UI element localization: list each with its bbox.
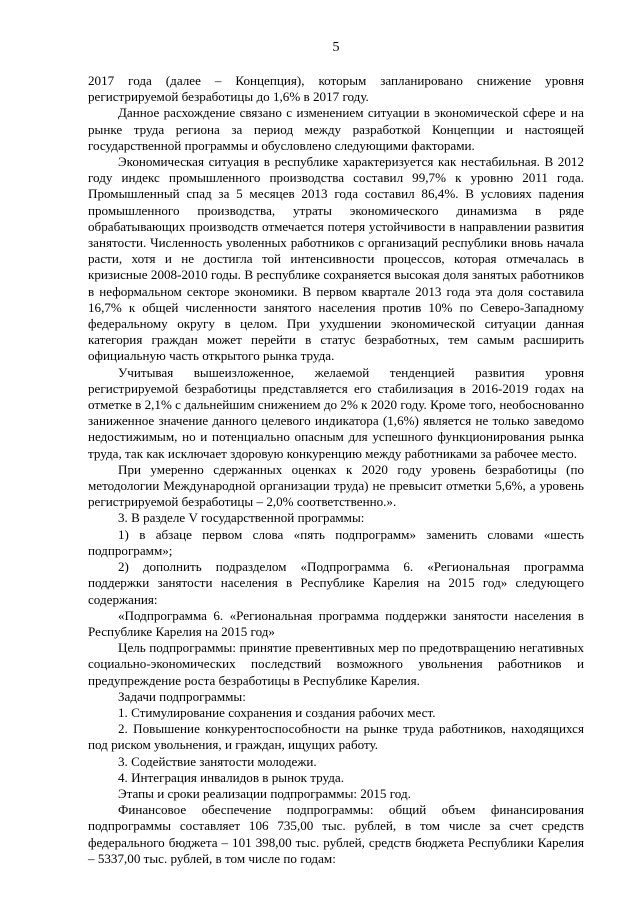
- list-item: 3. Содействие занятости молодежи.: [118, 753, 317, 769]
- paragraph: 3. В разделе V государственной программы:: [118, 510, 365, 526]
- paragraph: Экономическая ситуация в республике характеризуется как нестабильная. В 2012 году индекс промышленного производства составил 99,7% к уровню 2011 года. Промышленный спад за 5 месяцев 2013 года составил 86,4%. В условиях падения промышленного производства, утраты экономического динамизма в ряде обрабатывающих производств отмечается потеря устойчивости в направлении развития занятости. Численность уволенных работников с организаций республики вновь начала расти, хотя и не достигла той интенсивности процессов, которая отмечалась в кризисные 2008-2010 годы. В республике сохраняется высокая доля занятых работников в неформальном секторе экономики. В первом квартале 2013 года эта доля составила 16,7% к общей численности занятого населения против 10% по Северо-Западному федеральному округу в целом. При ухудшении экономической ситуации данная категория граждан может перейти в статус безработных, тем самым расширить официальную часть открытого рынка труда.: [88, 154, 584, 364]
- paragraph: Финансовое обеспечение подпрограммы: общий объем финансирования подпрограммы составляет 106 735,00 тыс. рублей, в том числе за счет средств федерального бюджета – 101 398,00 тыс. рублей, средств бюджета Республики Карелия – 5337,00 тыс. рублей, в том числе по годам:: [88, 802, 584, 866]
- list-item: 1. Стимулирование сохранения и создания рабочих мест.: [118, 704, 436, 720]
- paragraph: Учитывая вышеизложенное, желаемой тенденцией развития уровня регистрируемой безработицы представляется его стабилизация в 2016-2019 годах на отметке в 2,1% с дальнейшим снижением до 2% к 2020 году. Кроме того, необоснованно заниженное значение данного целевого индикатора (1,6%) является не только заведомо недостижимым, но и потенциально опасным для успешного функционирования рынка труда, так как исключает здоровую конкуренцию между работниками за рабочее место.: [88, 364, 584, 461]
- paragraph: 2) дополнить подразделом «Подпрограмма 6. «Региональная программа поддержки занятости населения в Республике Карелия на 2015 год» следующего содержания:: [88, 559, 584, 607]
- paragraph: «Подпрограмма 6. «Региональная программа поддержки занятости населения в Республике Карелия на 2015 год»: [88, 607, 584, 639]
- paragraph: Цель подпрограммы: принятие превентивных мер по предотвращению негативных социально-экономических последствий возможного увольнения работников и предупреждение роста безработицы в Республике Карелия.: [88, 640, 584, 688]
- paragraph: Этапы и сроки реализации подпрограммы: 2015 год.: [118, 785, 411, 801]
- list-item: 4. Интеграция инвалидов в рынок труда.: [118, 769, 345, 785]
- document-body: [88, 73, 584, 867]
- paragraph: 1) в абзаце первом слова «пять подпрограмм» заменить словами «шесть подпрограмм»;: [88, 526, 584, 558]
- paragraph: При умеренно сдержанных оценках к 2020 году уровень безработицы (по методологии Международной организации труда) не превысит отметки 5,6%, а уровень регистрируемой безработицы – 2,0% соответственно.».: [88, 461, 584, 510]
- paragraph: Данное расхождение связано с изменением ситуации в экономической сфере и на рынке труда региона за период между разработкой Концепции и настоящей государственной программы и обусловлено следующими факторами.: [88, 105, 584, 153]
- page-number: 5: [332, 40, 340, 55]
- paragraph: 2017 года (далее – Концепция), которым запланировано снижение уровня регистрируемой безработицы до 1,6% в 2017 году.: [88, 73, 584, 105]
- paragraph: Задачи подпрограммы:: [118, 688, 246, 704]
- list-item: 2. Повышение конкурентоспособности на рынке труда работников, находящихся под риском увольнения, и граждан, ищущих работу.: [88, 721, 584, 753]
